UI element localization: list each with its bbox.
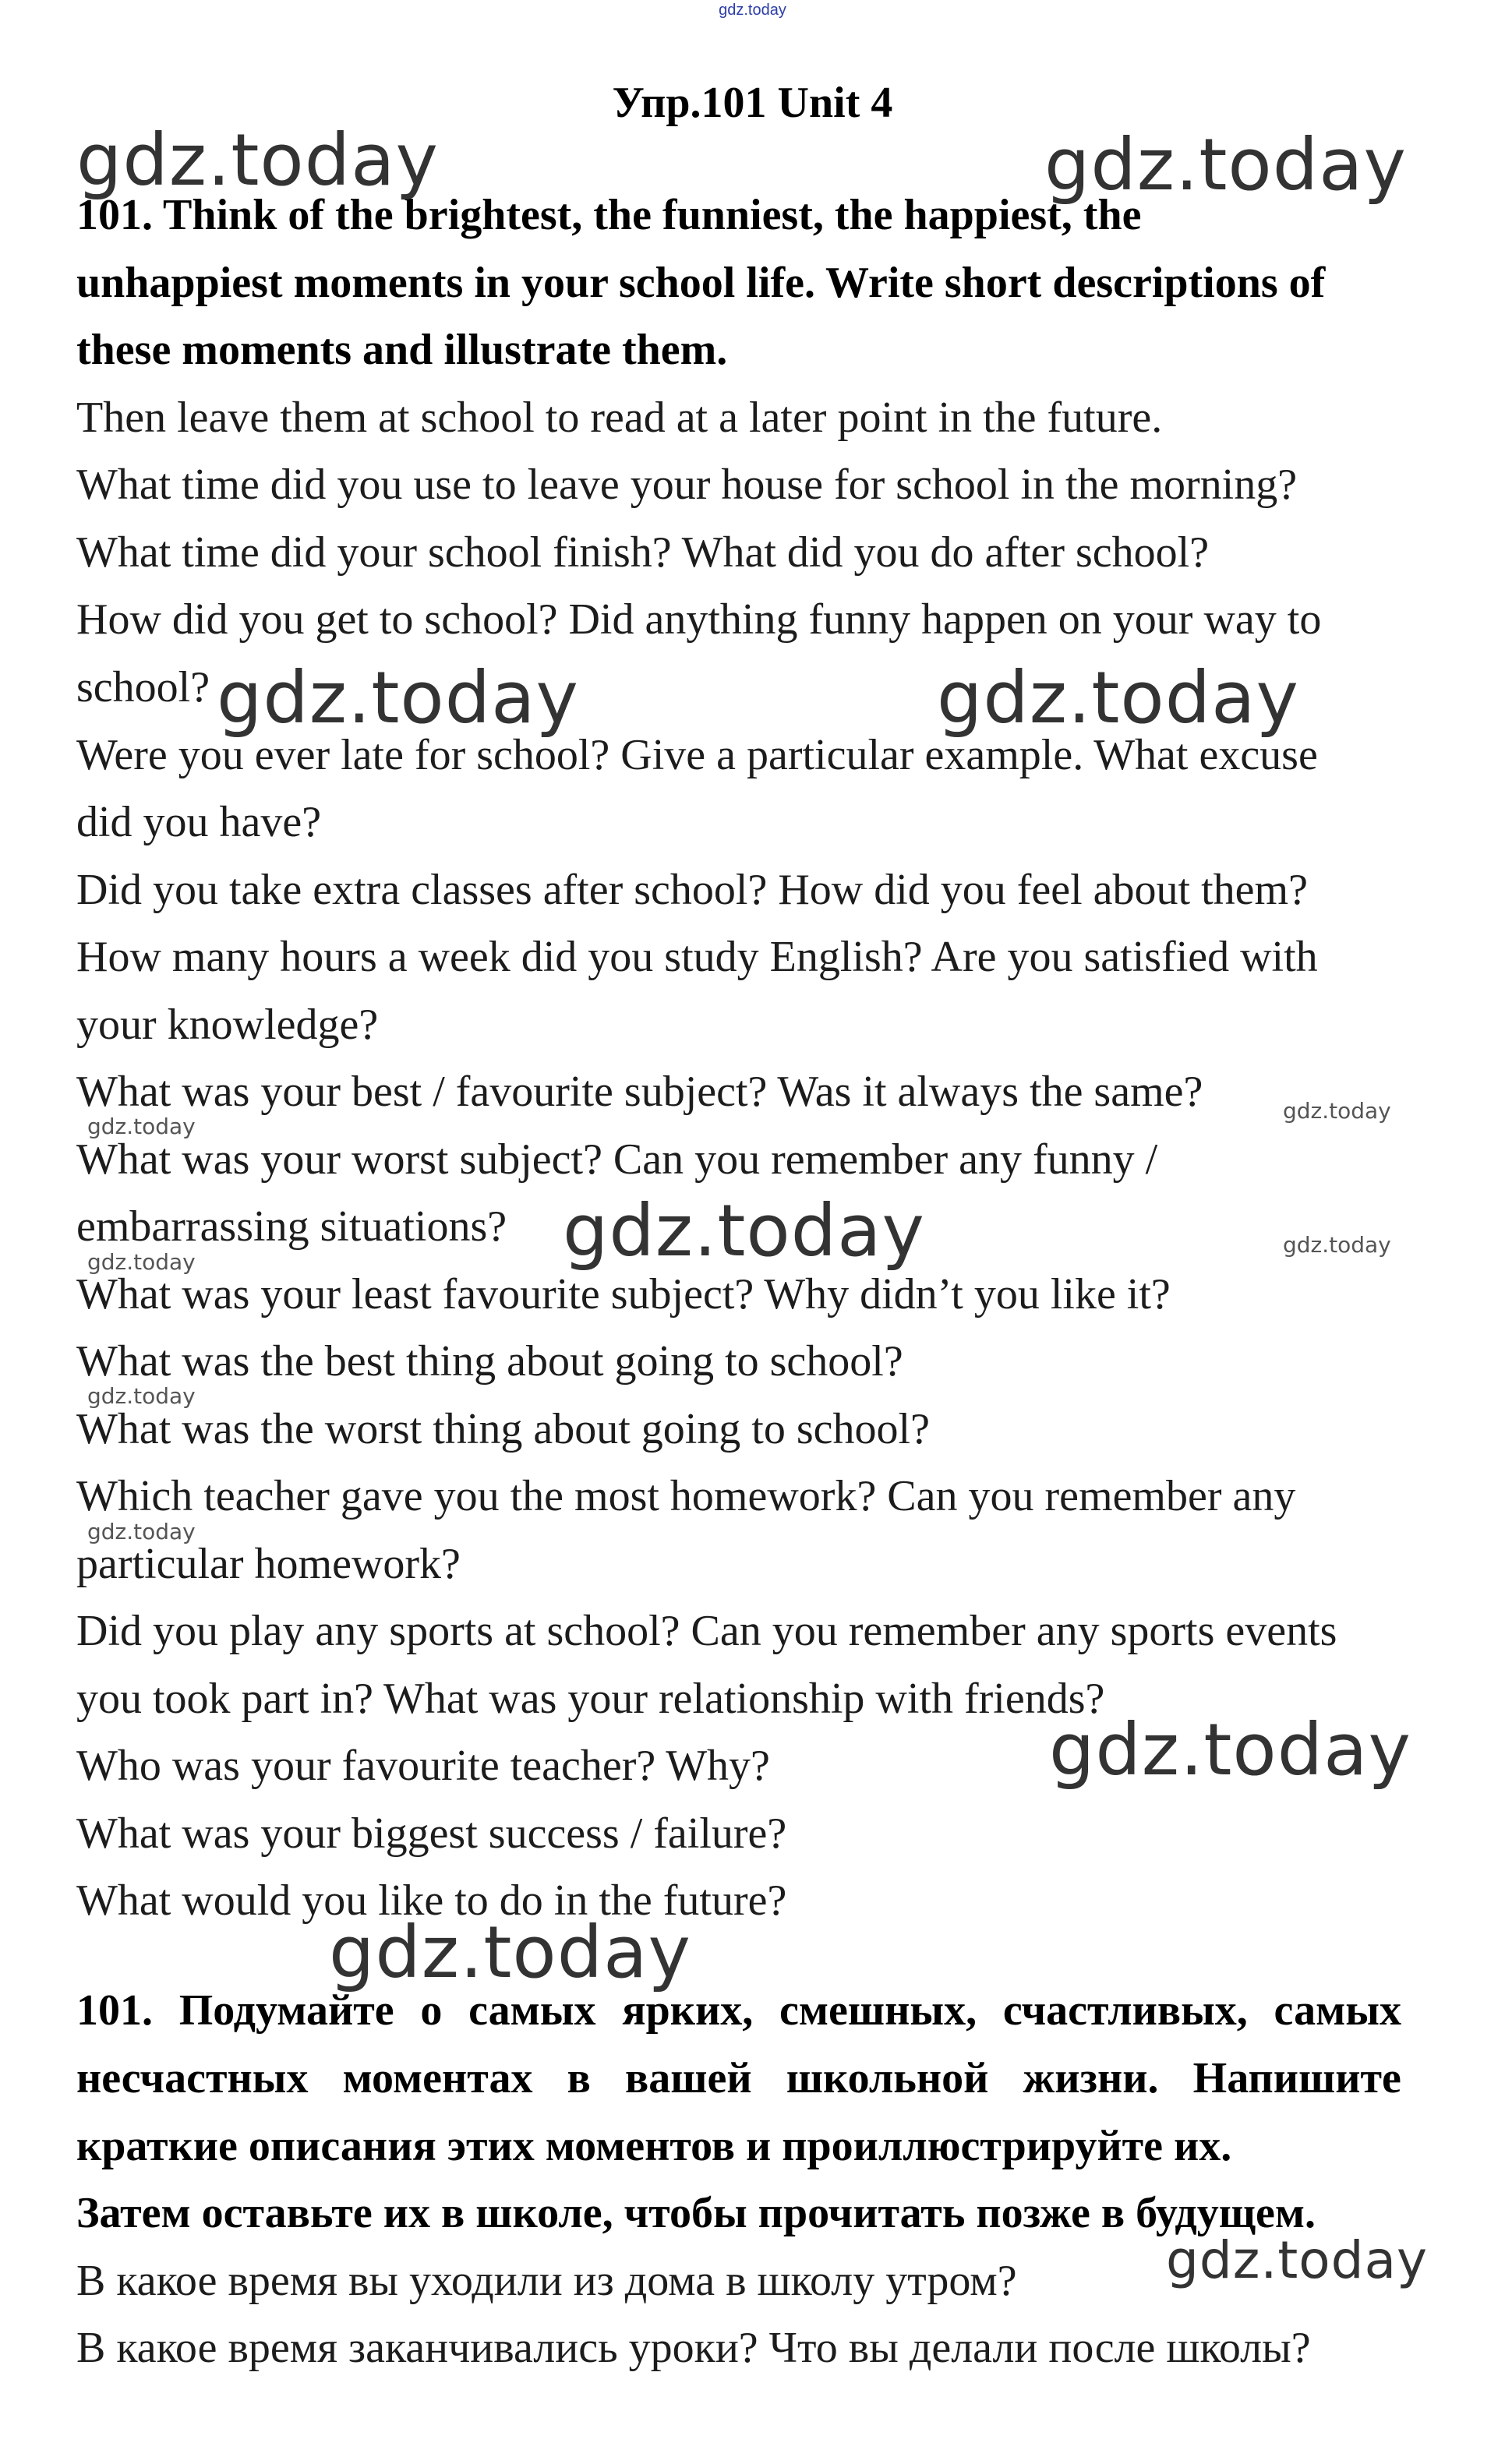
word: моментах (342, 2054, 533, 2102)
watermark-logo: gdz.today (329, 1911, 691, 1994)
english-line: What was the best thing about going to school? (76, 1337, 903, 1386)
watermark-logo: gdz.today (87, 1114, 196, 1139)
english-line: school? (76, 663, 210, 711)
watermark-logo: gdz.today (563, 1189, 925, 1273)
english-task-line-1: 101. Think of the brightest, the funniest, the happiest, the (76, 191, 1142, 239)
word: смешных, (779, 1986, 977, 2035)
watermark-logo: gdz.today (217, 656, 579, 740)
watermark-logo: gdz.today (1049, 1708, 1411, 1792)
english-line: What was your biggest success / failure? (76, 1809, 787, 1858)
english-line: your knowledge? (76, 1001, 379, 1049)
word: самых (468, 1986, 596, 2035)
russian-task-line-1 (76, 1986, 1401, 2035)
watermark-logo: gdz.today (87, 1249, 196, 1275)
page-title: Упр.101 Unit 4 (612, 79, 893, 127)
english-line: Did you play any sports at school? Can you remember any sports events (76, 1607, 1337, 1655)
english-line: embarrassing situations? (76, 1202, 507, 1251)
english-line: What time did your school finish? What did you do after school? (76, 528, 1210, 577)
english-line: Did you take extra classes after school? How did you feel about them? (76, 866, 1308, 914)
word: вашей (625, 2054, 752, 2102)
watermark-logo: gdz.today (1044, 123, 1407, 207)
russian-task-line-4: Затем оставьте их в школе, чтобы прочитать позже в будущем. (76, 2189, 1316, 2237)
english-line: Which teacher gave you the most homework? Can you remember any (76, 1472, 1296, 1520)
english-line: What would you like to do in the future? (76, 1876, 787, 1925)
english-line: particular homework? (76, 1540, 461, 1588)
word: школьной (786, 2054, 989, 2102)
watermark-logo: gdz.today (937, 656, 1299, 740)
english-line: you took part in? What was your relationship with friends? (76, 1675, 1105, 1723)
word: Напишите (1192, 2054, 1401, 2102)
word: 101. (76, 1986, 153, 2035)
watermark-logo: gdz.today (76, 118, 439, 202)
english-line: How did you get to school? Did anything funny happen on your way to (76, 595, 1322, 644)
english-task-line-3: these moments and illustrate them. (76, 326, 728, 374)
watermark-logo: gdz.today (87, 1519, 196, 1544)
russian-line: В какое время заканчивались уроки? Что вы делали после школы? (76, 2324, 1311, 2372)
watermark-logo: gdz.today (87, 1383, 196, 1409)
word: в (567, 2054, 591, 2102)
watermark-logo: gdz.today (1283, 1098, 1391, 1124)
russian-task-line-2 (76, 2056, 1401, 2100)
english-line: Then leave them at school to read at a later point in the future. (76, 394, 1163, 442)
russian-line: В какое время вы уходили из дома в школу утром? (76, 2257, 1017, 2305)
word: Подумайте (178, 1986, 394, 2035)
russian-task-line-3: краткие описания этих моментов и проиллюстрируйте их. (76, 2122, 1232, 2170)
word: самых (1274, 1986, 1401, 2035)
watermark-logo: gdz.today (1166, 2230, 1429, 2290)
english-task-line-2: unhappiest moments in your school life. Write short descriptions of (76, 259, 1326, 307)
word: несчастных (76, 2054, 309, 2102)
word: счастливых, (1002, 1986, 1248, 2035)
word: о (420, 1986, 443, 2035)
english-line: What was your worst subject? Can you remember any funny / (76, 1135, 1158, 1184)
word: жизни. (1023, 2054, 1159, 2102)
english-line: How many hours a week did you study English? Are you satisfied with (76, 933, 1318, 981)
english-line: did you have? (76, 798, 322, 846)
word: ярких, (622, 1986, 754, 2035)
top-watermark: gdz.today (719, 2, 786, 19)
english-line: What was your best / favourite subject? Was it always the same? (76, 1068, 1203, 1116)
english-line: What was the worst thing about going to school? (76, 1405, 930, 1453)
watermark-logo: gdz.today (1283, 1232, 1391, 1258)
english-line: What time did you use to leave your house for school in the morning? (76, 461, 1298, 509)
english-line: Who was your favourite teacher? Why? (76, 1742, 770, 1790)
english-line: Were you ever late for school? Give a particular example. What excuse (76, 731, 1318, 779)
english-line: What was your least favourite subject? Why didn’t you like it? (76, 1270, 1171, 1318)
